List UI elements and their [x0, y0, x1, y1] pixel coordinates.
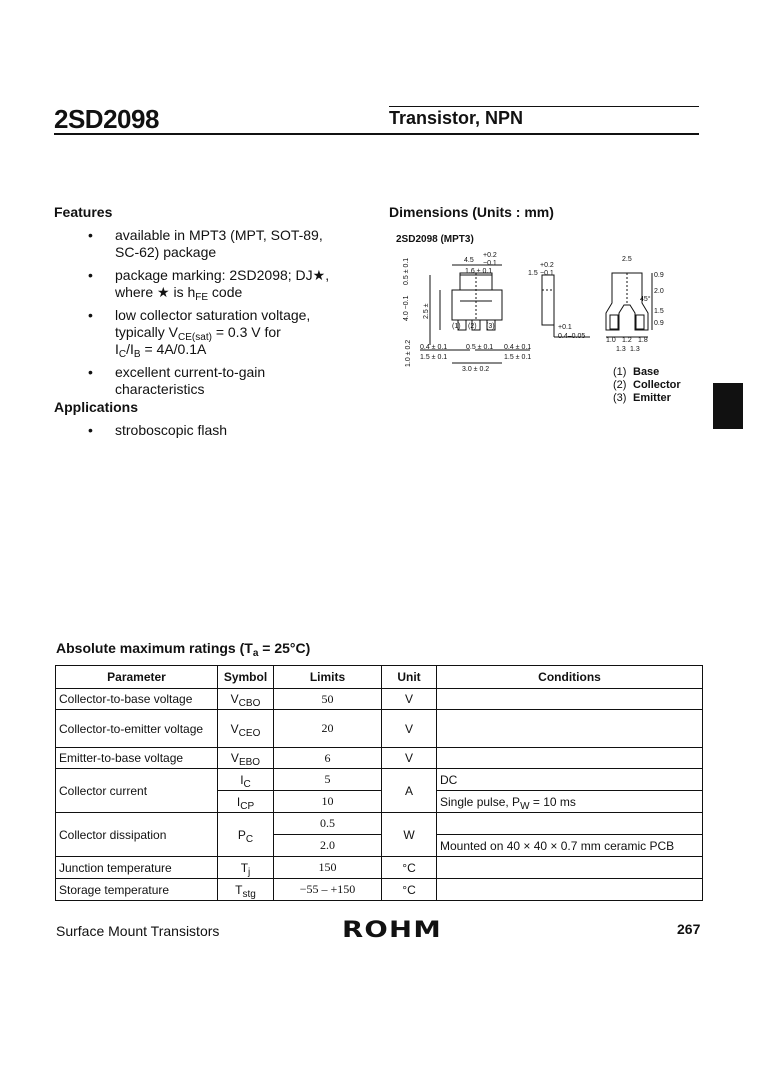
dim-t04: 0.4–0.05: [558, 333, 586, 340]
dim-w45: 4.5: [464, 257, 474, 264]
table-header-row: [56, 666, 703, 689]
condition-cell: DC: [437, 769, 703, 791]
pin-label-3: (3): [486, 323, 495, 330]
unit-cell: °C: [382, 879, 437, 901]
param-cell: Collector-to-base voltage: [56, 689, 218, 710]
condition-cell: [437, 710, 703, 748]
symbol-cell: $V_{CEO}$: [218, 710, 274, 748]
limit-cell: 150: [274, 857, 382, 879]
ratings-table: [55, 665, 703, 901]
symbol-cell: $I_{CP}$: [218, 791, 274, 813]
condition-cell: [437, 689, 703, 710]
symbol-cell: $T_j$: [218, 857, 274, 879]
col-header: Parameter: [56, 666, 218, 689]
dim-w45-tol-plus: +0.2: [483, 252, 497, 259]
table-row: [56, 813, 703, 835]
unit-cell: V: [382, 748, 437, 769]
table-row: [56, 879, 703, 901]
dimensions-heading: Dimensions (Units : mm): [389, 204, 554, 220]
table-row: [56, 710, 703, 748]
unit-cell: V: [382, 710, 437, 748]
limit-cell: 6: [274, 748, 382, 769]
feature-item: • package marking: 2SD2098; DJ★, where ★ is $h_{FE}$ code: [88, 267, 330, 303]
dim-h05: 0.5 ± 0.1: [403, 257, 410, 285]
col-header: Symbol: [218, 666, 274, 689]
dim-h25: 2.5 ±: [423, 303, 430, 319]
dim-l15a: 1.5 ± 0.1: [420, 354, 448, 361]
condition-cell: [437, 857, 703, 879]
dim-s15-tol-minus: −0.1: [540, 270, 554, 277]
table-row: [56, 769, 703, 791]
param-cell: Storage temperature: [56, 879, 218, 901]
symbol-cell: $P_C$: [218, 813, 274, 857]
symbol-cell: $V_{CBO}$: [218, 689, 274, 710]
condition-cell: Mounted on 40 × 40 × 0.7 mm ceramic PCB: [437, 835, 703, 857]
col-header: Conditions: [437, 666, 703, 689]
feature-item: • excellent current-to-gain characteristics: [88, 364, 266, 397]
pin-label-2: (2): [468, 323, 477, 330]
package-dimension-drawing: [390, 245, 680, 375]
symbol-cell: $I_C$: [218, 769, 274, 791]
table-row: [56, 689, 703, 710]
dim-r25: 2.5: [622, 256, 632, 263]
legend-item: (3) Emitter: [613, 392, 671, 404]
param-cell: Collector-to-emitter voltage: [56, 710, 218, 748]
pin-legend: [613, 366, 681, 405]
dim-b12: 1.2: [622, 337, 632, 344]
dim-b10: 1.0: [606, 337, 616, 344]
dim-h10: 1.0 ± 0.2: [405, 339, 412, 367]
ratings-heading: Absolute maximum ratings $(T_a = 25^\circ C)$: [56, 640, 311, 659]
dim-r09b: 0.9: [654, 320, 664, 327]
applications-list: [88, 422, 227, 445]
dim-w45-tol-minus: −0.1: [483, 260, 497, 267]
symbol-cell: $T_{stg}$: [218, 879, 274, 901]
col-header: Unit: [382, 666, 437, 689]
dim-w16: 1.6 ± 0.1: [465, 268, 493, 275]
legend-item: (1) Base: [613, 366, 660, 378]
dim-l04b: 0.4 ± 0.1: [504, 344, 532, 351]
part-number: 2SD2098: [54, 104, 159, 134]
limit-cell: 20: [274, 710, 382, 748]
table-row: [56, 748, 703, 769]
application-item: • stroboscopic flash: [88, 422, 228, 438]
dim-r45: 45°: [640, 296, 651, 303]
dim-l15b: 1.5 ± 0.1: [504, 354, 532, 361]
dim-r09: 0.9: [654, 272, 664, 279]
unit-cell: V: [382, 689, 437, 710]
brand-logo: ROHM: [342, 918, 442, 943]
limit-cell: 2.0: [274, 835, 382, 857]
dim-b18: 1.8: [638, 337, 648, 344]
dim-s15-tol-plus: +0.2: [540, 262, 554, 269]
dim-r15: 1.5: [654, 308, 664, 315]
section-tab-marker: [713, 383, 743, 429]
page-number: 267: [677, 921, 701, 937]
condition-cell: [437, 879, 703, 901]
dim-l04a: 0.4 ± 0.1: [420, 344, 448, 351]
table-row: [56, 857, 703, 879]
legend-item: (2) Collector: [613, 379, 681, 391]
limit-cell: 5: [274, 769, 382, 791]
limit-cell: 10: [274, 791, 382, 813]
symbol-cell: $V_{EBO}$: [218, 748, 274, 769]
pin-label-1: (1): [452, 323, 461, 330]
device-type: Transistor, NPN: [389, 108, 524, 128]
dim-h40: 4.0 −0.1: [403, 295, 410, 321]
dim-t04-plus: +0.1: [558, 324, 572, 331]
dim-b13a: 1.3: [616, 346, 626, 353]
condition-cell: Single pulse, $P_W = 10$ ms: [437, 791, 703, 813]
dim-r20: 2.0: [654, 288, 664, 295]
footer-category: Surface Mount Transistors: [56, 923, 220, 939]
features-list: [88, 227, 329, 404]
limit-cell: −55 – +150: [274, 879, 382, 901]
condition-cell: [437, 813, 703, 835]
param-cell: Emitter-to-base voltage: [56, 748, 218, 769]
features-heading: Features: [54, 204, 113, 220]
feature-item: • low collector saturation voltage, typically $V_{CE(sat)} = 0.3$ V for $I_C/I_B = 4A/0.1A$: [88, 307, 311, 360]
dim-l05: 0.5 ± 0.1: [466, 344, 494, 351]
condition-cell: [437, 748, 703, 769]
dim-l30: 3.0 ± 0.2: [462, 366, 490, 373]
unit-cell: W: [382, 813, 437, 857]
applications-heading: Applications: [54, 399, 139, 415]
unit-cell: A: [382, 769, 437, 813]
param-cell: Collector dissipation: [56, 813, 218, 857]
feature-item: • available in MPT3 (MPT, SOT-89, SC-62) package: [88, 227, 323, 260]
limit-cell: 0.5: [274, 813, 382, 835]
param-cell: Junction temperature: [56, 857, 218, 879]
unit-cell: °C: [382, 857, 437, 879]
package-label: 2SD2098 (MPT3): [396, 234, 474, 245]
param-cell: Collector current: [56, 769, 218, 813]
dim-s15: 1.5: [528, 270, 538, 277]
dim-b13b: 1.3: [630, 346, 640, 353]
col-header: Limits: [274, 666, 382, 689]
header-rule-top-right: [389, 106, 699, 107]
limit-cell: 50: [274, 689, 382, 710]
